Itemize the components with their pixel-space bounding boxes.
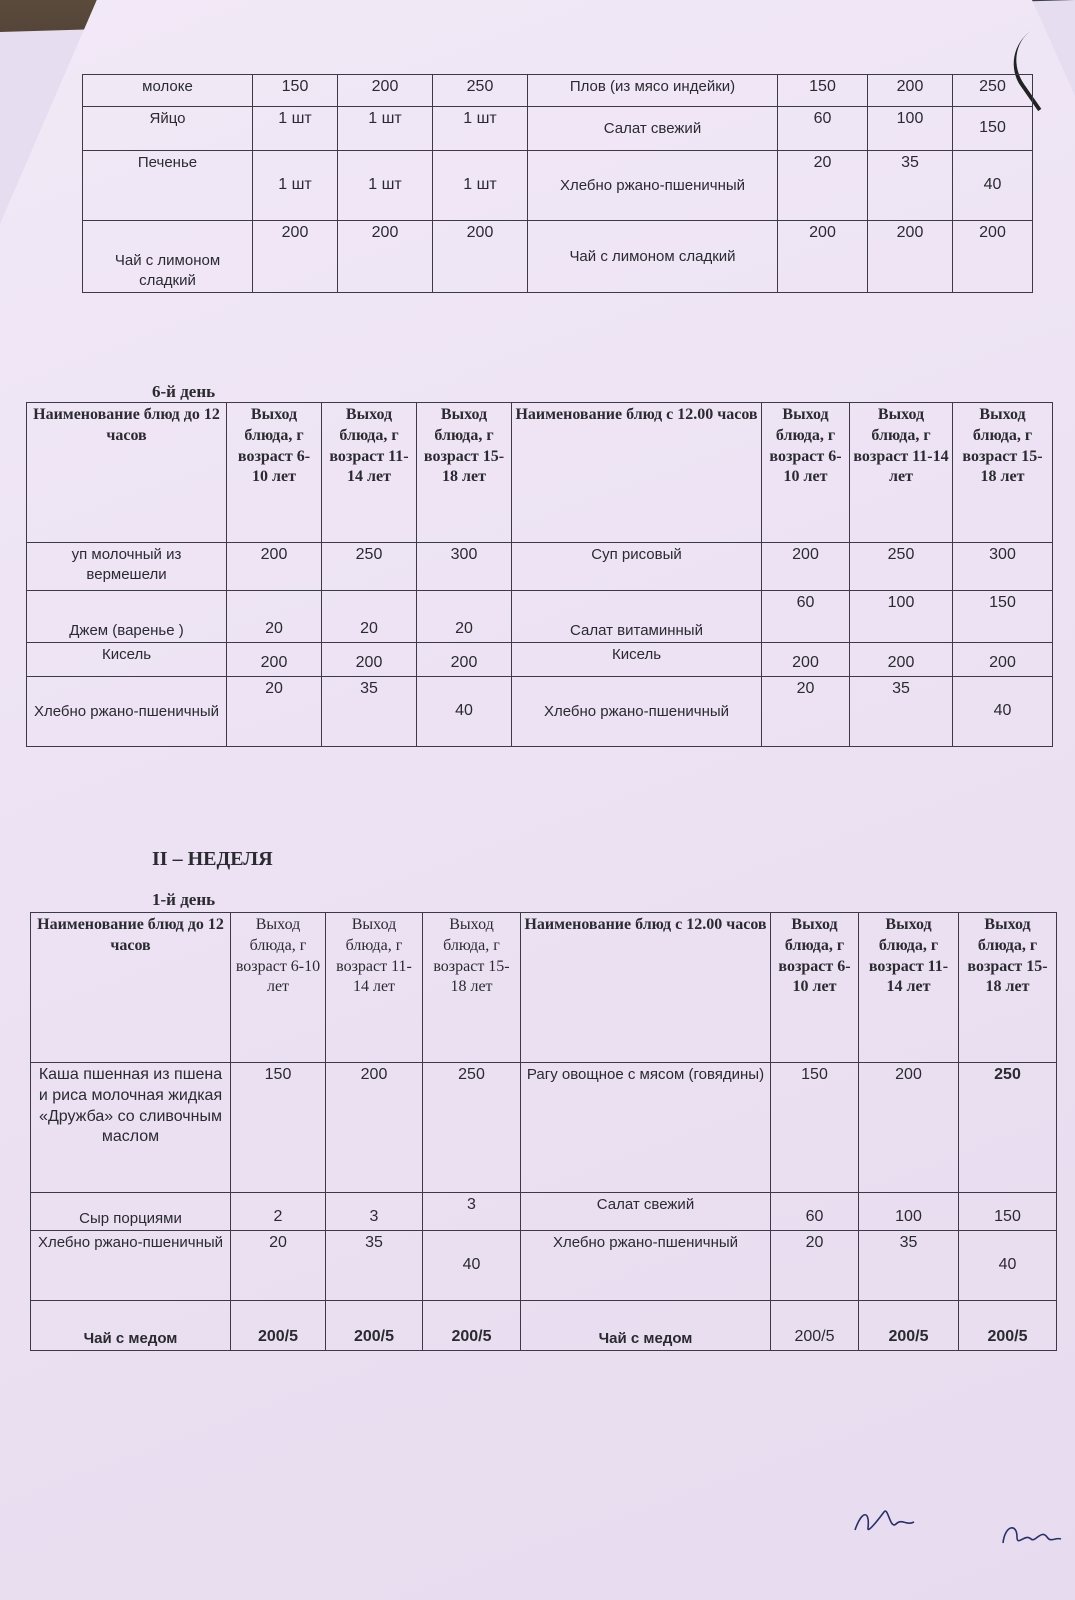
dish-name: Хлебно ржано-пшеничный [521, 1231, 771, 1301]
table-header-row [31, 913, 1057, 1063]
portion-value: 200 [227, 543, 322, 591]
column-header: Выход блюда, г возраст 15-18 лет [423, 913, 521, 1063]
week-2-day-1-label: 1-й день [152, 890, 216, 909]
dish-name: Хлебно ржано-пшеничный [528, 151, 778, 221]
portion-value: 35 [326, 1231, 423, 1301]
portion-value: 200 [433, 221, 528, 293]
portion-value: 1 шт [253, 107, 338, 151]
day-6-menu-table [26, 402, 1053, 747]
column-header: Наименование блюд до 12 часов [31, 913, 231, 1063]
column-header: Выход блюда, г возраст 11-14 лет [326, 913, 423, 1063]
week-2-heading: II – НЕДЕЛЯ [152, 848, 273, 870]
table-header-row [27, 403, 1053, 543]
table-row [27, 643, 1053, 677]
portion-value: 200 [859, 1063, 959, 1193]
portion-value: 250 [850, 543, 953, 591]
dish-name: Кисель [27, 643, 227, 677]
table-row [27, 543, 1053, 591]
column-header: Выход блюда, г возраст 15-18 лет [417, 403, 512, 543]
column-header: Выход блюда, г возраст 11-14 лет [322, 403, 417, 543]
column-header: Выход блюда, г возраст 6-10 лет [231, 913, 326, 1063]
portion-value: 250 [959, 1063, 1057, 1193]
portion-value: 100 [859, 1193, 959, 1231]
dish-name: Рагу овощное с мясом (говядины) [521, 1063, 771, 1193]
table-row [83, 221, 1033, 293]
dish-name: Яйцо [83, 107, 253, 151]
portion-value: 20 [231, 1231, 326, 1301]
dish-name: Сыр порциями [31, 1193, 231, 1231]
column-header: Выход блюда, г возраст 6-10 лет [762, 403, 850, 543]
column-header: Выход блюда, г возраст 15-18 лет [953, 403, 1053, 543]
portion-value: 250 [322, 543, 417, 591]
portion-value: 40 [953, 677, 1053, 747]
portion-value: 200 [953, 221, 1033, 293]
portion-value: 60 [762, 591, 850, 643]
dish-name: Чай с медом [31, 1301, 231, 1351]
column-header: Наименование блюд до 12 часов [27, 403, 227, 543]
signature-2 [995, 1515, 1065, 1555]
portion-value: 150 [231, 1063, 326, 1193]
column-header: Выход блюда, г возраст 6-10 лет [227, 403, 322, 543]
table-row [83, 151, 1033, 221]
dish-name: Хлебно ржано-пшеничный [512, 677, 762, 747]
portion-value: 40 [959, 1231, 1057, 1301]
dish-name: уп молочный из вермешели [27, 543, 227, 591]
portion-value: 35 [850, 677, 953, 747]
portion-value: 20 [762, 677, 850, 747]
dish-name: Печенье [83, 151, 253, 221]
dish-name: Джем (варенье ) [27, 591, 227, 643]
portion-value: 200 [850, 643, 953, 677]
portion-value: 150 [778, 75, 868, 107]
table-row [27, 591, 1053, 643]
dish-name: Плов (из мясо индейки) [528, 75, 778, 107]
portion-value: 200 [338, 75, 433, 107]
portion-value: 150 [253, 75, 338, 107]
week-2-day-1-menu-table [30, 912, 1057, 1351]
portion-value: 200 [326, 1063, 423, 1193]
portion-value: 35 [322, 677, 417, 747]
portion-value: 200 [227, 643, 322, 677]
table-row [31, 1193, 1057, 1231]
portion-value: 3 [326, 1193, 423, 1231]
dish-name: молоке [83, 75, 253, 107]
portion-value: 200 [417, 643, 512, 677]
portion-value: 100 [868, 107, 953, 151]
portion-value: 40 [953, 151, 1033, 221]
portion-value: 150 [953, 591, 1053, 643]
dish-name: Салат свежий [528, 107, 778, 151]
portion-value: 20 [778, 151, 868, 221]
table-row [31, 1301, 1057, 1351]
portion-value: 35 [868, 151, 953, 221]
portion-value: 200/5 [959, 1301, 1057, 1351]
portion-value: 20 [417, 591, 512, 643]
portion-value: 200 [338, 221, 433, 293]
dish-name: Хлебно ржано-пшеничный [31, 1231, 231, 1301]
table-row [31, 1231, 1057, 1301]
dish-name: Каша пшенная из пшена и риса молочная жидкая «Дружба» со сливочным маслом [31, 1063, 231, 1193]
portion-value: 200 [253, 221, 338, 293]
portion-value: 200 [868, 221, 953, 293]
portion-value: 1 шт [253, 151, 338, 221]
portion-value: 200 [762, 643, 850, 677]
portion-value: 200 [953, 643, 1053, 677]
column-header: Выход блюда, г возраст 11-14 лет [850, 403, 953, 543]
portion-value: 1 шт [433, 151, 528, 221]
portion-value: 60 [778, 107, 868, 151]
dish-name: Чай с лимоном сладкий [83, 221, 253, 293]
portion-value: 20 [771, 1231, 859, 1301]
dish-name: Салат витаминный [512, 591, 762, 643]
column-header: Выход блюда, г возраст 15-18 лет [959, 913, 1057, 1063]
portion-value: 150 [771, 1063, 859, 1193]
portion-value: 20 [227, 677, 322, 747]
dish-name: Салат свежий [521, 1193, 771, 1231]
top-menu-table [82, 74, 1033, 293]
portion-value: 200/5 [771, 1301, 859, 1351]
portion-value: 40 [423, 1231, 521, 1301]
portion-value: 40 [417, 677, 512, 747]
portion-value: 200 [322, 643, 417, 677]
dish-name: Чай с медом [521, 1301, 771, 1351]
portion-value: 20 [322, 591, 417, 643]
portion-value: 1 шт [338, 107, 433, 151]
table-row [27, 677, 1053, 747]
portion-value: 200/5 [231, 1301, 326, 1351]
portion-value: 200 [762, 543, 850, 591]
dish-name: Хлебно ржано-пшеничный [27, 677, 227, 747]
column-header: Наименование блюд с 12.00 часов [512, 403, 762, 543]
signature-1 [850, 1500, 920, 1540]
day-6-label: 6-й день [152, 382, 216, 401]
portion-value: 300 [417, 543, 512, 591]
portion-value: 200 [778, 221, 868, 293]
dish-name: Чай с лимоном сладкий [528, 221, 778, 293]
portion-value: 2 [231, 1193, 326, 1231]
column-header: Выход блюда, г возраст 6-10 лет [771, 913, 859, 1063]
portion-value: 200 [868, 75, 953, 107]
dish-name: Кисель [512, 643, 762, 677]
column-header: Наименование блюд с 12.00 часов [521, 913, 771, 1063]
table-row [83, 107, 1033, 151]
portion-value: 250 [433, 75, 528, 107]
portion-value: 1 шт [433, 107, 528, 151]
table-row [31, 1063, 1057, 1193]
portion-value: 3 [423, 1193, 521, 1231]
table-row [83, 75, 1033, 107]
portion-value: 35 [859, 1231, 959, 1301]
portion-value: 60 [771, 1193, 859, 1231]
portion-value: 250 [423, 1063, 521, 1193]
portion-value: 150 [953, 107, 1033, 151]
portion-value: 20 [227, 591, 322, 643]
portion-value: 1 шт [338, 151, 433, 221]
portion-value: 100 [850, 591, 953, 643]
portion-value: 250 [953, 75, 1033, 107]
portion-value: 200/5 [423, 1301, 521, 1351]
portion-value: 200/5 [326, 1301, 423, 1351]
dish-name: Суп рисовый [512, 543, 762, 591]
column-header: Выход блюда, г возраст 11-14 лет [859, 913, 959, 1063]
portion-value: 200/5 [859, 1301, 959, 1351]
portion-value: 150 [959, 1193, 1057, 1231]
portion-value: 300 [953, 543, 1053, 591]
